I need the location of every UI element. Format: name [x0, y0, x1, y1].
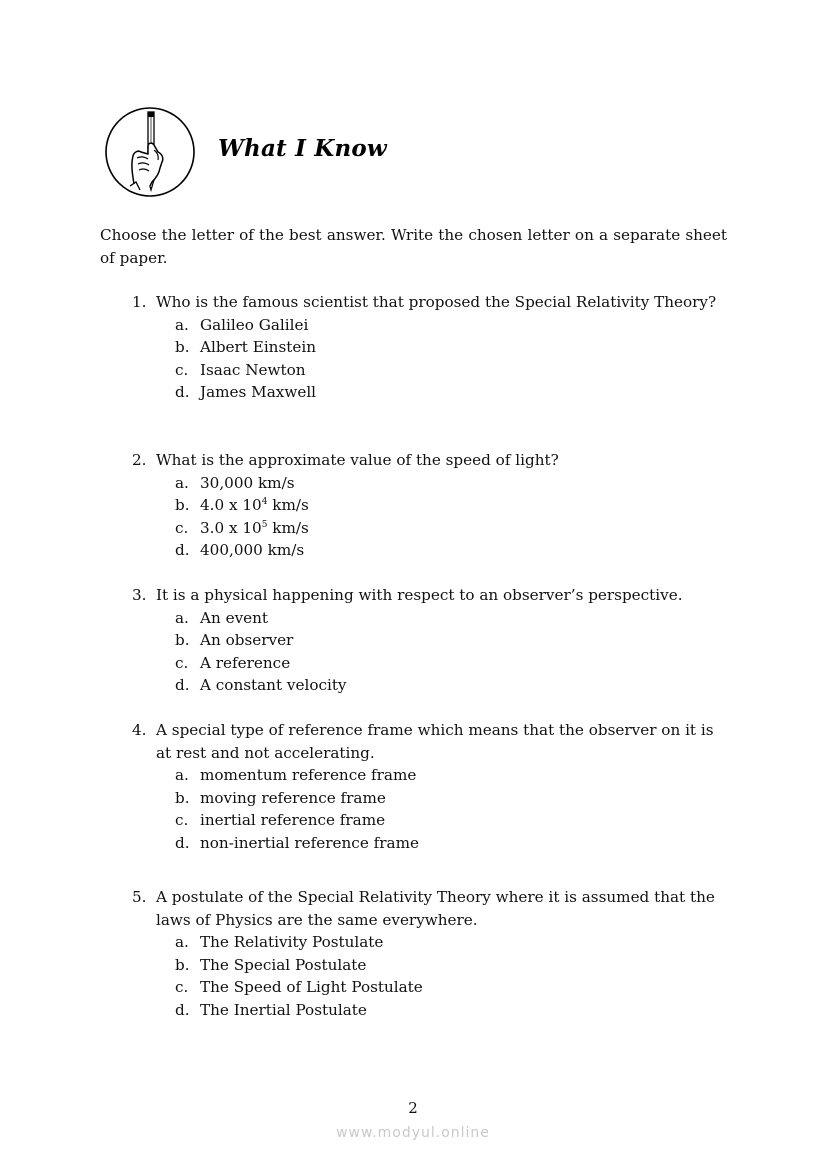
answer-option[interactable] — [175, 809, 732, 832]
answer-option[interactable] — [175, 539, 732, 562]
page-number: 2 — [408, 1099, 418, 1117]
answer-options — [175, 472, 732, 562]
option-text: Isaac Newton — [200, 360, 306, 379]
answer-option[interactable] — [175, 629, 752, 652]
question-item — [132, 584, 752, 697]
option-letter: c. — [175, 518, 189, 537]
option-text: Galileo Galilei — [200, 315, 309, 334]
answer-option[interactable] — [175, 787, 732, 810]
answer-option[interactable] — [175, 472, 732, 495]
question-item — [132, 719, 732, 854]
option-letter: b. — [175, 631, 190, 650]
option-letter: a. — [175, 933, 189, 951]
option-text: moving reference frame — [200, 788, 386, 807]
question-number: 5. — [132, 888, 147, 906]
answer-option[interactable] — [175, 764, 732, 787]
option-text: momentum reference frame — [200, 766, 417, 784]
option-letter: a. — [175, 473, 189, 492]
option-text: The Inertial Postulate — [200, 1000, 367, 1019]
option-letter: d. — [175, 676, 190, 695]
answer-option[interactable] — [175, 931, 732, 954]
option-letter: d. — [175, 833, 190, 852]
answer-option[interactable] — [175, 517, 732, 540]
section-title: What I Know — [218, 135, 387, 162]
option-text: non-inertial reference frame — [200, 833, 419, 852]
option-text: A constant velocity — [200, 676, 347, 695]
question-text: A special type of reference frame which means that the observer on it is at rest and not accelerating. — [156, 721, 714, 762]
option-letter: b. — [175, 788, 190, 807]
question-item — [132, 291, 732, 404]
answer-option[interactable] — [175, 999, 732, 1022]
option-text: A reference — [200, 653, 291, 672]
question-item — [132, 449, 732, 562]
answer-options — [175, 607, 752, 697]
option-text: The Relativity Postulate — [200, 933, 384, 951]
question-text: It is a physical happening with respect to an observer’s perspective. — [156, 586, 683, 604]
option-letter: d. — [175, 383, 190, 402]
option-letter: c. — [175, 978, 189, 997]
answer-options — [175, 764, 732, 854]
option-text: James Maxwell — [200, 383, 317, 402]
option-letter: b. — [175, 338, 190, 357]
question-number: 2. — [132, 451, 147, 469]
option-text: inertial reference frame — [200, 811, 386, 830]
answer-option[interactable] — [175, 359, 732, 382]
option-letter: a. — [175, 315, 189, 334]
option-exponent: 4 — [261, 497, 268, 508]
question-number: 3. — [132, 586, 147, 604]
answer-option[interactable] — [175, 674, 752, 697]
answer-option[interactable] — [175, 494, 732, 517]
question-text: A postulate of the Special Relativity Theory where it is assumed that the laws of Physics are the same everywhere. — [156, 888, 715, 929]
option-letter: d. — [175, 1000, 190, 1019]
option-unit: km/s — [267, 496, 309, 515]
option-text: An event — [200, 608, 269, 627]
option-text: The Speed of Light Postulate — [200, 978, 423, 997]
answer-option[interactable] — [175, 652, 752, 675]
answer-option[interactable] — [175, 976, 732, 999]
question-item — [132, 886, 732, 1021]
option-text: Albert Einstein — [200, 338, 316, 357]
option-text — [200, 494, 309, 517]
hand-holding-pencil-icon — [104, 106, 196, 198]
question-text: What is the approximate value of the speed of light? — [156, 451, 559, 469]
option-text: 30,000 km/s — [200, 473, 295, 492]
watermark: www.modyul.online — [336, 1125, 490, 1141]
option-letter: a. — [175, 608, 189, 627]
option-base: 4.0 x 10 — [200, 496, 262, 515]
option-letter: c. — [175, 360, 189, 379]
option-text: 400,000 km/s — [200, 541, 305, 560]
instructions-text: Choose the letter of the best answer. Write the chosen letter on a separate sheet of paper. — [100, 226, 727, 267]
option-text — [200, 517, 309, 540]
question-text: Who is the famous scientist that proposed the Special Relativity Theory? — [156, 293, 717, 311]
question-number: 4. — [132, 721, 147, 739]
option-letter: d. — [175, 541, 190, 560]
answer-option[interactable] — [175, 832, 732, 855]
option-base: 3.0 x 10 — [200, 518, 262, 537]
option-letter: b. — [175, 955, 190, 974]
option-letter: c. — [175, 653, 189, 672]
answer-options — [175, 314, 732, 404]
answer-options — [175, 931, 732, 1021]
answer-option[interactable] — [175, 381, 732, 404]
option-exponent: 5 — [261, 519, 268, 530]
answer-option[interactable] — [175, 954, 732, 977]
option-letter: b. — [175, 496, 190, 515]
option-text: The Special Postulate — [200, 955, 367, 974]
option-letter: a. — [175, 766, 189, 784]
answer-option[interactable] — [175, 607, 752, 630]
option-letter: c. — [175, 811, 189, 830]
question-number: 1. — [132, 293, 147, 311]
answer-option[interactable] — [175, 336, 732, 359]
option-text: An observer — [200, 631, 294, 650]
answer-option[interactable] — [175, 314, 732, 337]
option-unit: km/s — [267, 518, 309, 537]
